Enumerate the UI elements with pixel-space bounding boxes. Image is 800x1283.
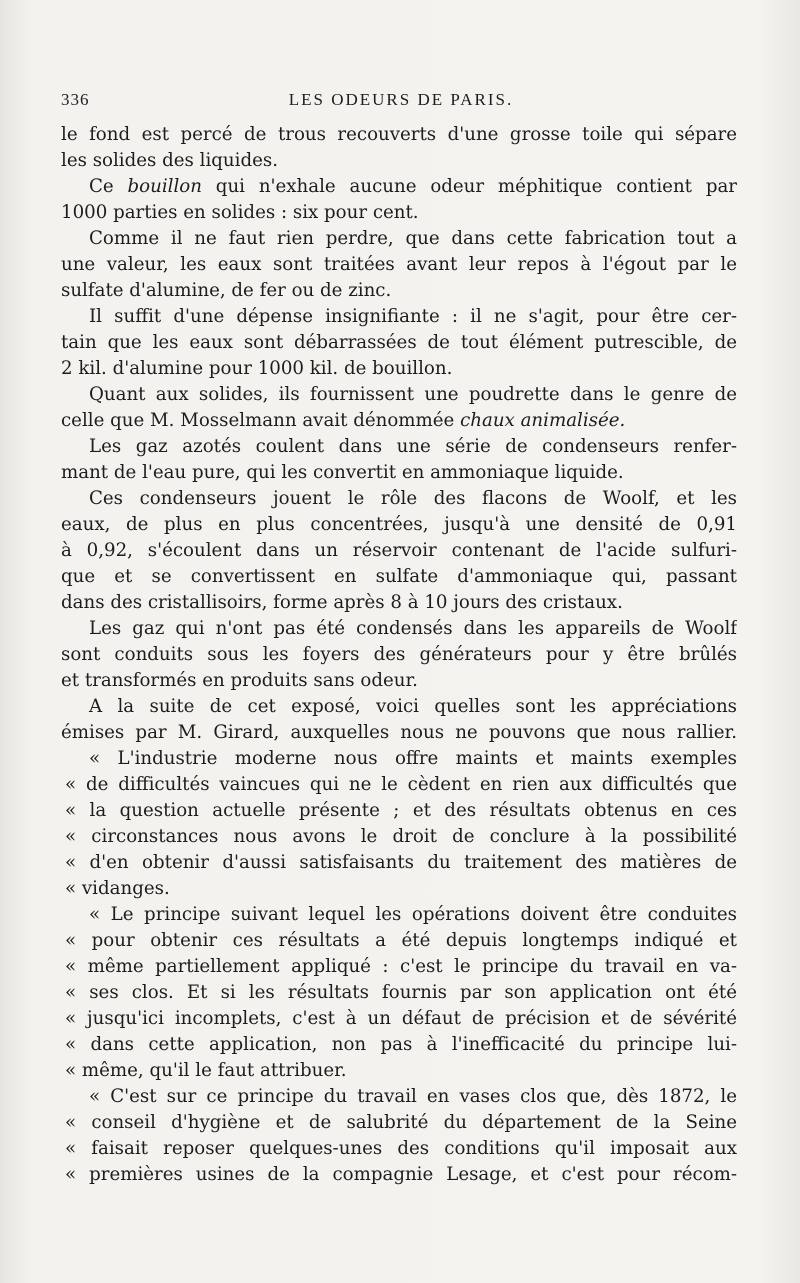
text-line: et transformés en produits sans odeur. bbox=[61, 670, 418, 691]
text-line: « même, qu'il le faut attribuer. bbox=[65, 1060, 347, 1081]
text-line: « C'est sur ce principe du travail en vases clos que, dès 1872, le bbox=[89, 1086, 737, 1107]
text-line: Quant aux solides, ils fournissent une poudrette dans le genre de bbox=[89, 384, 737, 405]
text-line: Comme il ne faut rien perdre, que dans cette fabrication tout a bbox=[89, 228, 737, 249]
text-line: eaux, de plus en plus concentrées, jusqu'à une densité de 0,91 bbox=[61, 514, 737, 535]
text-line: « de difficultés vaincues qui ne le cèdent en rien aux difficultés que bbox=[65, 774, 737, 795]
text-line: « dans cette application, non pas à l'inefficacité du principe lui- bbox=[65, 1034, 737, 1055]
text-line: émises par M. Girard, auxquelles nous ne pouvons que nous rallier. bbox=[61, 722, 737, 743]
text-line: « Le principe suivant lequel les opérations doivent être conduites bbox=[89, 904, 737, 925]
text-line: sont conduits sous les foyers des générateurs pour y être brûlés bbox=[61, 644, 737, 665]
text-line: « circonstances nous avons le droit de conclure à la possibilité bbox=[65, 826, 737, 847]
text-line: 2 kil. d'alumine pour 1000 kil. de bouillon. bbox=[61, 358, 453, 379]
text-line: 1000 parties en solides : six pour cent. bbox=[61, 202, 419, 223]
text-line: « pour obtenir ces résultats a été depuis longtemps indiqué et bbox=[65, 930, 737, 951]
italic-term: bouillon bbox=[127, 176, 202, 197]
text-line: « premières usines de la compagnie Lesage, et c'est pour récom- bbox=[65, 1164, 737, 1185]
text-line: sulfate d'alumine, de fer ou de zinc. bbox=[61, 280, 392, 301]
text-line: celle que M. Mosselmann avait dénommée chaux animalisée. bbox=[61, 410, 626, 431]
text-line: « faisait reposer quelques-unes des conditions qu'il imposait aux bbox=[65, 1138, 737, 1159]
italic-term: chaux animalisée. bbox=[460, 410, 626, 431]
page-header bbox=[61, 90, 741, 114]
text-line: « vidanges. bbox=[65, 878, 170, 899]
text-line: « conseil d'hygiène et de salubrité du département de la Seine bbox=[65, 1112, 737, 1133]
text-line: Les gaz azotés coulent dans une série de condenseurs renfer- bbox=[89, 436, 737, 457]
text-line: Ces condenseurs jouent le rôle des flacons de Woolf, et les bbox=[89, 488, 737, 509]
text-line: mant de l'eau pure, qui les convertit en ammoniaque liquide. bbox=[61, 462, 624, 483]
text-line: Ce bouillon qui n'exhale aucune odeur méphitique contient par bbox=[89, 176, 737, 197]
running-title: LES ODEURS DE PARIS. bbox=[288, 90, 514, 109]
text-line: « d'en obtenir d'aussi satisfaisants du traitement des matières de bbox=[65, 852, 737, 873]
text-line: Les gaz qui n'ont pas été condensés dans les appareils de Woolf bbox=[89, 618, 737, 639]
text-line: que et se convertissent en sulfate d'ammoniaque qui, passant bbox=[61, 566, 737, 587]
text-line: « la question actuelle présente ; et des résultats obtenus en ces bbox=[65, 800, 737, 821]
text-line: les solides des liquides. bbox=[61, 150, 278, 171]
text-line: le fond est percé de trous recouverts d'une grosse toile qui sépare bbox=[61, 124, 737, 145]
text-line: tain que les eaux sont débarrassées de tout élément putrescible, de bbox=[61, 332, 737, 353]
text-line: A la suite de cet exposé, voici quelles sont les appréciations bbox=[89, 696, 737, 717]
body-text bbox=[61, 122, 737, 1188]
text-line: « jusqu'ici incomplets, c'est à un défaut de précision et de sévérité bbox=[65, 1008, 737, 1029]
text-line: « L'industrie moderne nous offre maints et maints exemples bbox=[89, 748, 737, 769]
text-line: à 0,92, s'écoulent dans un réservoir contenant de l'acide sulfuri- bbox=[61, 540, 737, 561]
text-line: une valeur, les eaux sont traitées avant leur repos à l'égout par le bbox=[61, 254, 737, 275]
text-line: dans des cristallisoirs, forme après 8 à 10 jours des cristaux. bbox=[61, 592, 623, 613]
text-line: « ses clos. Et si les résultats fournis par son application ont été bbox=[65, 982, 737, 1003]
text-line: « même partiellement appliqué : c'est le principe du travail en va- bbox=[65, 956, 737, 977]
page-number: 336 bbox=[61, 90, 90, 109]
text-line: Il suffit d'une dépense insignifiante : il ne s'agit, pour être cer- bbox=[89, 306, 737, 327]
